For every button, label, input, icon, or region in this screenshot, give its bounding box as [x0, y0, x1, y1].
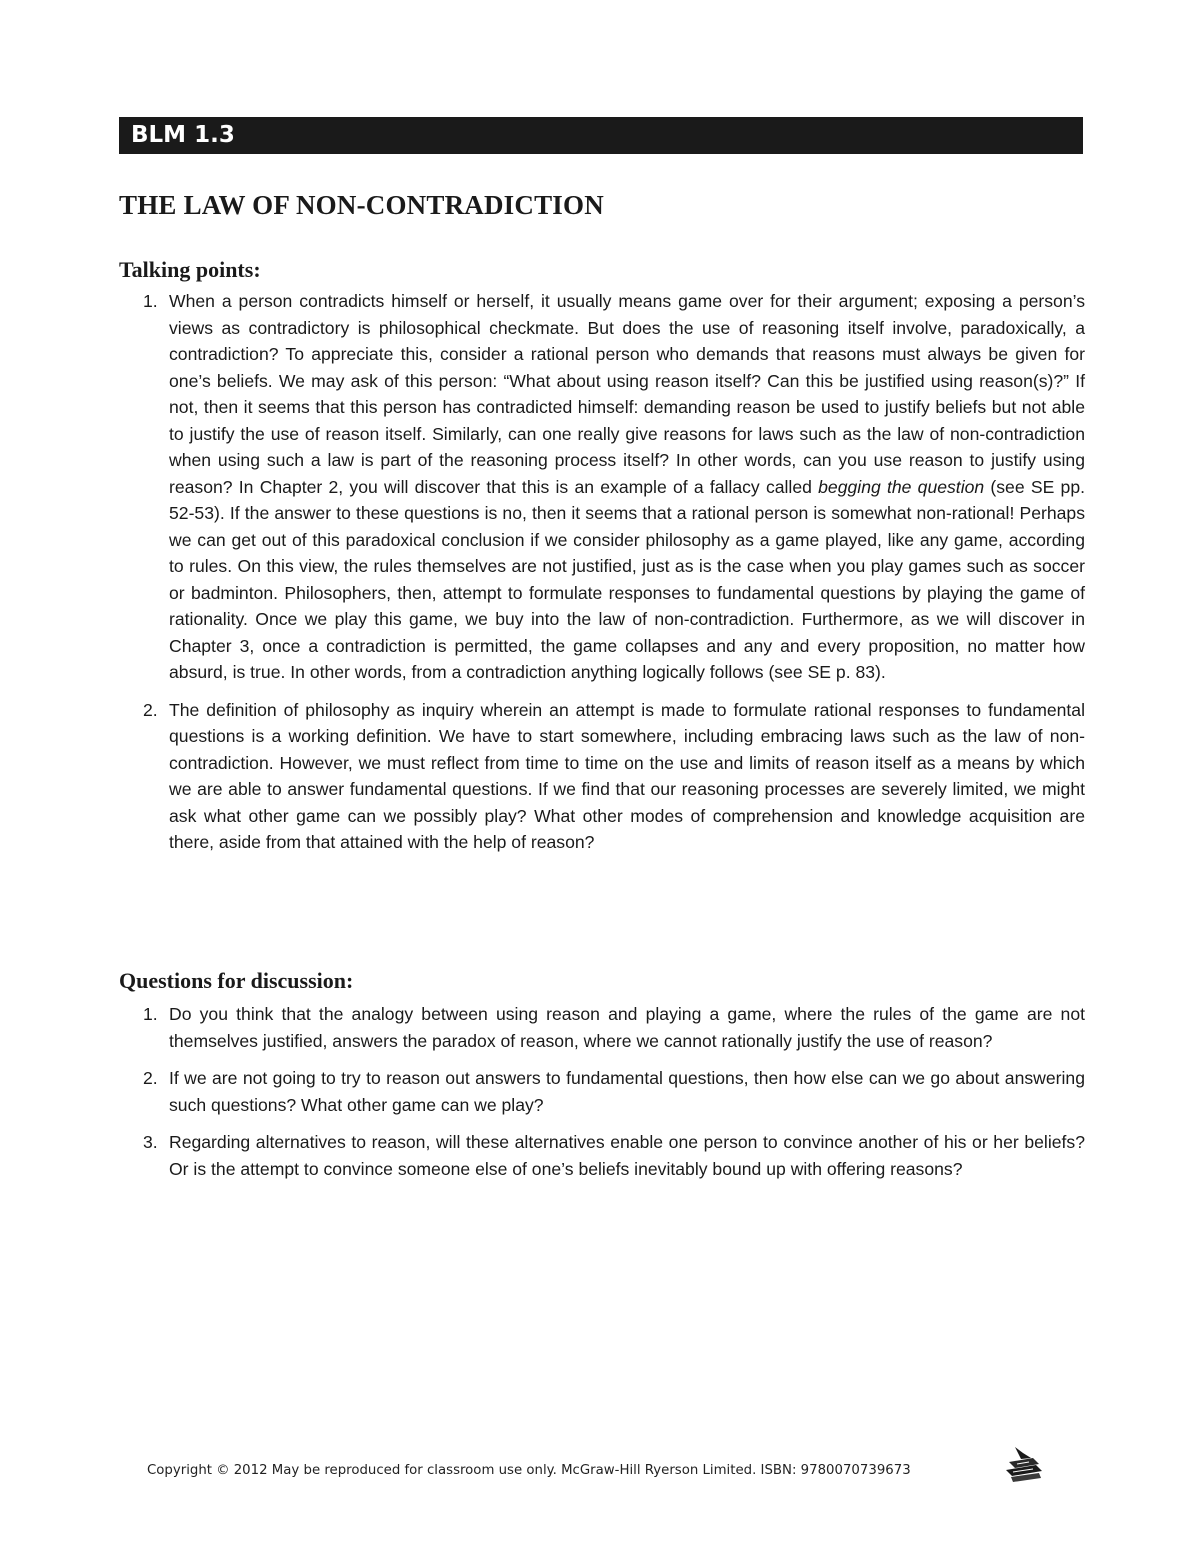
- list-item: [119, 288, 1085, 686]
- item-text: Regarding alternatives to reason, will these alternatives enable one person to convince another of his or her beliefs? Or is the attempt to convince someone else of one’s beliefs inevitably bound up with offering reasons?: [169, 1132, 1085, 1179]
- item-text: Do you think that the analogy between using reason and playing a game, where the rules of the game are not themselves justified, answers the paradox of reason, where we cannot rationally justify the use of reason?: [169, 1004, 1085, 1051]
- item-number: 1.: [143, 1004, 158, 1024]
- item-number: 3.: [143, 1132, 158, 1152]
- item-number: 2.: [143, 1068, 158, 1088]
- list-item: [119, 1001, 1085, 1054]
- talking-points-heading: Talking points:: [119, 257, 261, 282]
- blm-label: BLM 1.3: [131, 122, 235, 148]
- item-number: 2.: [143, 699, 158, 720]
- list-item: [119, 1065, 1085, 1118]
- questions-heading: Questions for discussion:: [119, 968, 354, 993]
- page-title: THE LAW OF NON-CONTRADICTION: [119, 190, 604, 220]
- item-text: If we are not going to try to reason out answers to fundamental questions, then how else can we go about answering such questions? What other game can we play?: [169, 1068, 1085, 1115]
- item-number: 1.: [143, 291, 158, 311]
- questions-list: [119, 1001, 1085, 1193]
- item-text: When a person contradicts himself or herself, it usually means game over for their argument; exposing a person’s views as contradictory is philosophical checkmate. But does the use of reasoning itself involve, paradoxically, a contradiction? To appreciate this, consider a rational person who demands that reasons must always be given for one’s beliefs. We may ask of this person: “What about using reason itself? Can this be justified using reason(s)?” If not, then it seems that this person has contradicted himself: demanding reason be used to justify beliefs but not able to justify the use of reason itself. Similarly, can one really give reasons for laws such as the law of non-contradiction when using such a law is part of the reasoning process itself? In other words, can you use reason to justify using reason? In Chapter 2, you will discover that this is an example of a fallacy called: [169, 291, 1085, 497]
- item-text: The definition of philosophy as inquiry wherein an attempt is made to formulate rational responses to fundamental questions is a working definition. We have to start somewhere, including embracing laws such as the law of non-contradiction. However, we must reflect from time to time on the use and limits of reason itself as a means by which we are able to answer fundamental questions. If we find that our reasoning processes are severely limited, we might ask what other game can we possibly play? What other modes of comprehension and knowledge acquisition are there, aside from that attained with the help of reason?: [169, 699, 1085, 852]
- publisher-logo-icon: [1003, 1444, 1045, 1484]
- item-text-continued: (see SE pp. 52-53). If the answer to these questions is no, then it seems that a rational person is somewhat non-rational! Perhaps we can get out of this paradoxical conclusion if we consider philosophy as a game played, like any game, according to rules. On this view, the rules themselves are not justified, just as is the case when you play games such as soccer or badminton. Philosophers, then, attempt to formulate responses to fundamental questions by playing the game of rationality. Once we play this game, we buy into the law of non-contradiction. Furthermore, as we will discover in Chapter 3, once a contradiction is permitted, the game collapses and any and every proposition, no matter how absurd, is true. In other words, from a contradiction anything logically follows (see SE p. 83).: [169, 476, 1085, 682]
- blm-banner: [119, 117, 1083, 154]
- item-emphasis: begging the question: [818, 476, 985, 497]
- talking-points-list: [119, 288, 1085, 867]
- list-item: [119, 697, 1085, 856]
- copyright-footer: Copyright © 2012 May be reproduced for classroom use only. McGraw-Hill Ryerson Limited. ISBN: 9780070739673: [147, 1463, 911, 1478]
- list-item: [119, 1129, 1085, 1182]
